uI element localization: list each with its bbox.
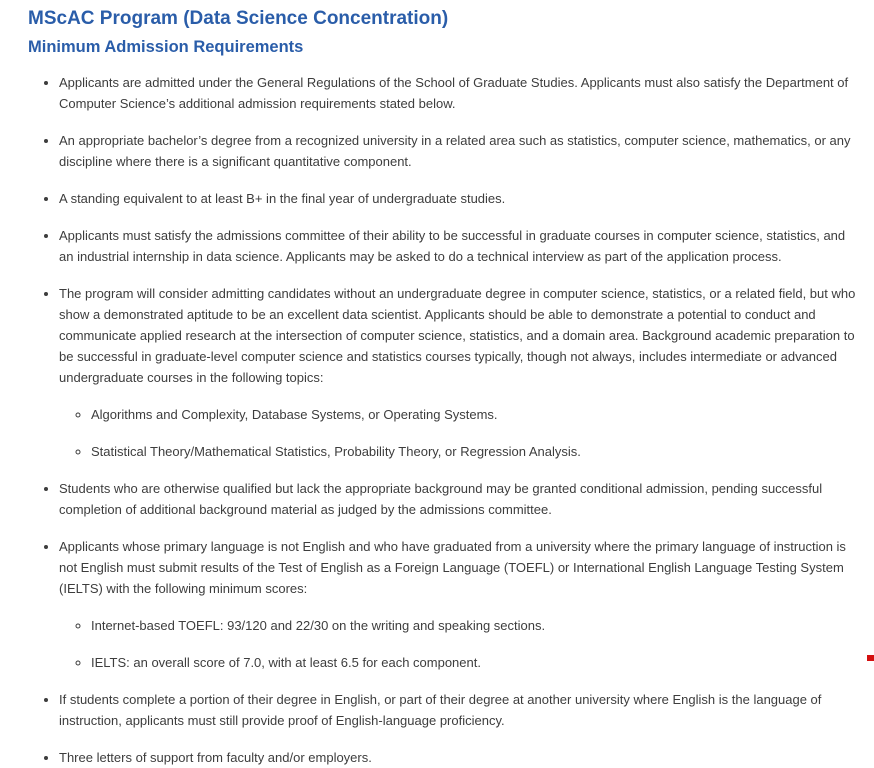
requirement-item bbox=[59, 478, 862, 520]
requirement-subitem-text: Internet-based TOEFL: 93/120 and 22/30 on the writing and speaking sections. bbox=[91, 618, 546, 633]
requirement-subitem bbox=[91, 404, 862, 425]
page-title: MScAC Program (Data Science Concentration) bbox=[28, 8, 449, 29]
requirement-text: An appropriate bachelor’s degree from a recognized university in a related area such as statistics, computer science, mathematics, or any discipline where there is a significant quantitative component. bbox=[59, 133, 851, 169]
requirement-subitem-text: Statistical Theory/Mathematical Statistics, Probability Theory, or Regression Analysis. bbox=[91, 444, 581, 459]
requirement-subitem-text: Algorithms and Complexity, Database Systems, or Operating Systems. bbox=[91, 407, 498, 422]
requirement-sublist bbox=[59, 615, 862, 673]
requirement-text: The program will consider admitting candidates without an undergraduate degree in computer science, statistics, or a related field, but who show a demonstrated aptitude to be an excellent data scientist. Applicants should be able to demonstrate a potential to conduct and communicate applied research at the intersection of computer science, statistics, and a domain area. Background academic preparation to be successful in graduate-level computer science and statistics courses typically, though not always, includes intermediate or advanced undergraduate courses in the following topics: bbox=[59, 286, 856, 385]
requirement-text: Applicants are admitted under the General Regulations of the School of Graduate Studies. Applicants must also satisfy the Department of Computer Science’s additional admission requirements stated below. bbox=[59, 75, 849, 111]
requirement-item bbox=[59, 130, 862, 172]
requirement-item bbox=[59, 225, 862, 267]
requirement-text: Three letters of support from faculty and/or employers. bbox=[59, 750, 372, 765]
requirement-subitem bbox=[91, 615, 862, 636]
requirement-text: Applicants must satisfy the admissions committee of their ability to be successful in graduate courses in computer science, statistics, and an industrial internship in data science. Applicants may be asked to do a technical interview as part of the application process. bbox=[59, 228, 846, 264]
requirement-item bbox=[59, 72, 862, 114]
requirement-subitem-text: IELTS: an overall score of 7.0, with at least 6.5 for each component. bbox=[91, 655, 481, 670]
requirement-item bbox=[59, 536, 862, 673]
requirement-item bbox=[59, 188, 862, 209]
requirement-text: If students complete a portion of their degree in English, or part of their degree at another university where English is the language of instruction, applicants must still provide proof of English-language proficiency. bbox=[59, 692, 822, 728]
requirement-text: Students who are otherwise qualified but lack the appropriate background may be granted conditional admission, pending successful completion of additional background material as judged by the admissions committee. bbox=[59, 481, 823, 517]
corner-red-artifact bbox=[867, 655, 874, 661]
requirement-subitem bbox=[91, 652, 862, 673]
requirement-item bbox=[59, 747, 862, 768]
requirement-sublist bbox=[59, 404, 862, 462]
requirement-text: A standing equivalent to at least B+ in the final year of undergraduate studies. bbox=[59, 191, 506, 206]
section-heading: Minimum Admission Requirements bbox=[28, 38, 304, 56]
requirement-subitem bbox=[91, 441, 862, 462]
requirements-list bbox=[28, 72, 862, 768]
requirement-item bbox=[59, 689, 862, 731]
requirement-text: Applicants whose primary language is not English and who have graduated from a university where the primary language of instruction is not English must submit results of the Test of English as a Foreign Language (TOEFL) or International English Language Testing System (IELTS) with the following minimum scores: bbox=[59, 539, 846, 596]
requirement-item bbox=[59, 283, 862, 462]
